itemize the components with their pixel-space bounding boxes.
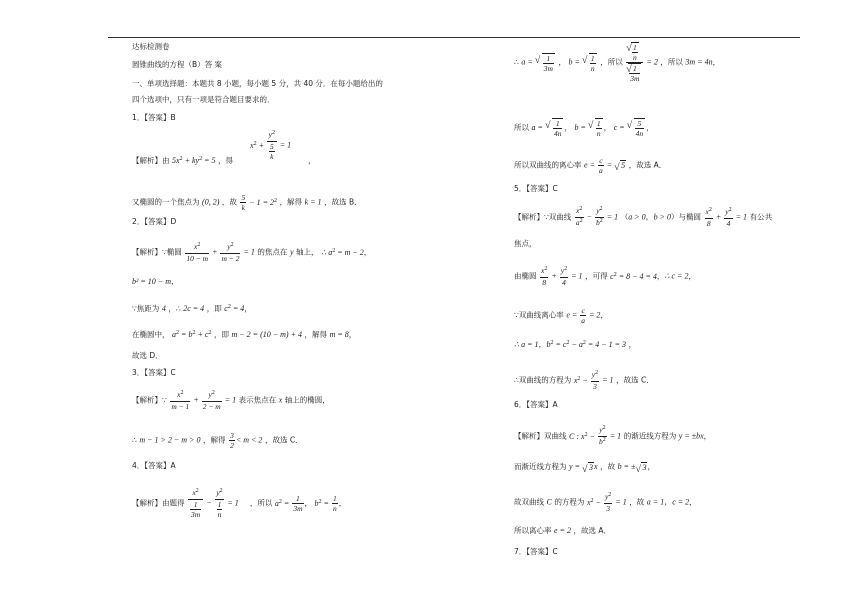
q2-b-squared: b² = 10 − m， — [132, 277, 179, 286]
q6-explanation: 【解析】双曲线 C : $x^2$ − $\frac{y^2}{b^2}$ = 1 的渐近线方程为 y = ±bx， — [514, 425, 712, 446]
q5-explanation: 【解析】∵双曲线 $\frac{x^2}{a^2}$ − $\frac{y^2}{b^2}$ = 1 （a > 0，b > 0）与椭圆 $\frac{x^2}{8}$ + $\frac{y^2}{4}$ = 1 有公共 — [514, 206, 773, 228]
q3-solve: ∴ m − 1 > 2 − m > 0 ，解得 $\frac{3}{2}$ < m < 2 ，故选 C． — [132, 431, 303, 450]
q2-in-ellipse: 在椭圆中， $a^2 = b^2 + c^2$ ，即 m − 2 = (10 − m) + 4 ，解得 m = 8， — [132, 330, 357, 339]
q4-explanation: 【解析】由题得 $x^2$ 1 3m − $y^2$ 1 n = 1 ，所以 $a^2$ = $\frac{1}{3m}$ ， $b^2$ = $\frac{1}{n}$ ， — [132, 488, 347, 519]
q1-focus-line: 又椭圆的一个焦点为 (0, 2) ，故 $\frac{5}{k}$ − $1 = 2^2$ ，解得 k = 1 ，故选 B． — [132, 193, 362, 212]
q6-equation: 故双曲线 C 的方程为 $x^2$ − $\frac{y^2}{3}$ = 1 ，故 a = 1，c = 2， — [514, 492, 697, 513]
q5-a-b: ∴ a = 1，$b^2 = c^2 - a^2 = 4 - 1 = 3$ ， — [514, 340, 637, 349]
header-rule — [108, 37, 800, 38]
q5-answer: 5．【答案】C — [514, 184, 558, 193]
q1-explanation: 【解析】由 $5x^2 + ky^2 = 5$ ，得 ， — [132, 156, 316, 165]
q2-focal-length: ∵焦距为 4 ，∴ 2c = 4 ，即 $c^2 = 4$， — [132, 304, 252, 313]
q3-answer: 3．【答案】C — [132, 368, 176, 377]
q2-answer: 2．【答案】D — [132, 217, 177, 226]
section-intro-2: 四个选项中，只有一项是符合题目要求的． — [132, 95, 275, 104]
q1-ellipse-formula: $x^2$ + $y^2$ 5 k = 1 — [250, 130, 292, 161]
q3-explanation: 【解析】∵ $\frac{x^2}{m - 1}$ + $\frac{y^2}{2 - m}$ = 1 表示焦点在 x 轴上的椭圆， — [132, 390, 330, 411]
q4-eccentricity: 所以双曲线的离心率 e = $\frac{c}{a}$ = √ 5 ，故选 A． — [514, 156, 666, 175]
q1-answer: 1．【答案】B — [132, 113, 176, 122]
q2-choose: 故选 D． — [132, 351, 163, 360]
q5-eccentricity: ∵双曲线离心率 e = $\frac{c}{a}$ = 2， — [514, 306, 608, 325]
section-intro-1: 一、单项选择题：本题共 8 小题，每小题 5 分，共 40 分．在每小题给出的 — [132, 79, 383, 88]
q4-values: 所以 a = √ $\frac{1}{4n}$ ， b = √ $\frac{1}{n}$ ， c = √ $\frac{5}{4n}$ ， — [514, 118, 654, 138]
q5-hyperbola: ∴双曲线的方程为 $x^2$ − $\frac{y^2}{3}$ = 1 ，故选 C． — [514, 370, 654, 391]
q6-result: 所以离心率 e = 2 ，故选 A． — [514, 526, 612, 535]
q2-explanation: 【解析】∵椭圆 $\frac{x^2}{10 - m}$ + $\frac{y^2}{m - 2}$ = 1 的焦点在 y 轴上， ∴ $a^2 = m - 2$， — [132, 242, 372, 263]
q4-answer: 4．【答案】A — [132, 461, 176, 470]
q7-answer: 7．【答案】C — [514, 547, 558, 556]
doc-subtitle: 圆锥曲线的方程（B）答 案 — [132, 60, 223, 69]
q5-from-ellipse: 由椭圆 $\frac{x^2}{8}$ + $\frac{y^2}{4}$ = 1 ，可得 $c^2 = 8 - 4 = 4$，∴ c = 2， — [514, 266, 696, 287]
q6-answer: 6．【答案】A — [514, 400, 558, 409]
doc-title: 达标检测卷 — [132, 42, 170, 51]
q4-ratio-line: ∴ a = √ $\frac{1}{3m}$ ， b = √ $\frac{1}{n}$ ，所以 √ $\frac{1}{n}$ √ $\frac{1}{3m}$ = 2 ，所以 3m = 4n， — [514, 42, 720, 83]
q5-explanation-cont: 焦点， — [514, 239, 537, 248]
q6-asymptote: 而渐近线方程为 y = √ 3x ，故 b = ±√ 3， — [514, 462, 655, 472]
